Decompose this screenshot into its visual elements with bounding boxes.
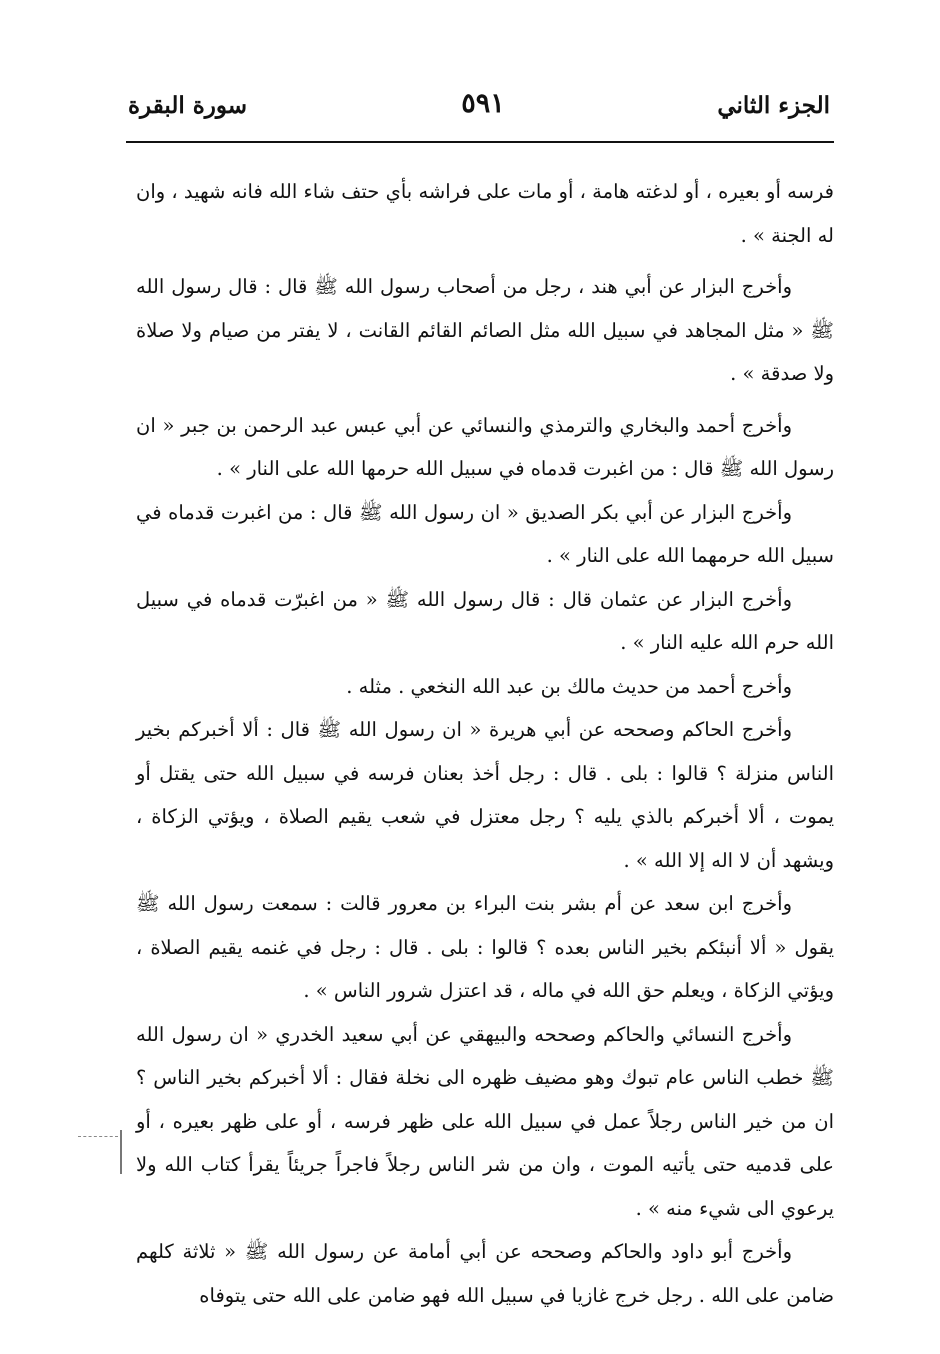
paragraph-hadith: وأخرج أبو داود والحاكم وصححه عن أبي أمامة عن رسول الله ﷺ « ثلاثة كلهم ضامن على الله . رجل خرج غازيا في سبيل الله فهو ضامن على الله حتى يتوفاه [136, 1240, 834, 1307]
paragraph-hadith: وأخرج البزار عن عثمان قال : قال رسول الله ﷺ « من اغبرّت قدماه في سبيل الله حرم الله عليه النار » . [136, 587, 834, 654]
margin-bar [120, 1130, 122, 1174]
part-title: الجزء الثاني [717, 92, 830, 119]
paragraph-hadith: وأخرج ابن سعد عن أم بشر بنت البراء بن معرور قالت : سمعت رسول الله ﷺ يقول « ألا أنبئكم بخير الناس بعده ؟ قالوا : بلى . قال : رجل في غنمه يقيم الصلاة ، ويؤتي الزكاة ، ويعلم حق الله في ماله ، قد اعتزل شرور الناس » . [136, 892, 834, 1002]
paragraph-continuation: فرسه أو بعيره ، أو لدغته هامة ، أو مات على فراشه بأي حتف شاء الله فانه شهيد ، وان له الجنة » . [136, 180, 834, 247]
surah-title: سورة البقرة [128, 92, 248, 119]
page-number: ٥٩١ [461, 88, 505, 119]
paragraph-hadith: وأخرج أحمد والبخاري والترمذي والنسائي عن أبي عبس عبد الرحمن بن جبر « ان رسول الله ﷺ قال : من اغبرت قدماه في سبيل الله حرمها الله على النار » . [136, 413, 834, 480]
margin-mark [78, 1130, 134, 1160]
page-header [128, 88, 830, 138]
paragraph-hadith: وأخرج النسائي والحاكم وصححه والبيهقي عن أبي سعيد الخدري « ان رسول الله ﷺ خطب الناس عام تبوك وهو مضيف ظهره الى نخلة فقال : ألا أخبركم بخير الناس ؟ ان من خير الناس رجلاً عمل في سبيل الله على ظهر فرسه ، أو على ظهر بعيره ، أو على قدميه حتى يأتيه الموت ، وان من شر الناس رجلاً فاجراً جريئاً يقرأ كتاب الله ولا يرعوي الى شيء منه » . [136, 1022, 834, 1220]
header-rule [126, 141, 834, 143]
paragraph-hadith: وأخرج الحاكم وصححه عن أبي هريرة « ان رسول الله ﷺ قال : ألا أخبركم بخير الناس منزلة ؟ قالوا : بلى . قال : رجل أخذ بعنان فرسه في سبيل الله حتى يقتل أو يموت ، ألا أخبركم بالذي يليه ؟ رجل معتزل في شعب يقيم الصلاة ، ويؤتي الزكاة ، ويشهد أن لا اله إلا الله » . [136, 718, 834, 872]
paragraph-hadith: وأخرج البزار عن أبي بكر الصديق « ان رسول الله ﷺ قال : من اغبرت قدماه في سبيل الله حرمهما الله على النار » . [136, 500, 834, 567]
paragraph-hadith: وأخرج البزار عن أبي هند ، رجل من أصحاب رسول الله ﷺ قال : قال رسول الله ﷺ « مثل المجاهد في سبيل الله مثل الصائم القائم القانت ، لا يفتر من صيام ولا صلاة ولا صدقة » . [136, 275, 834, 385]
paragraph-hadith: وأخرج أحمد من حديث مالك بن عبد الله النخعي . مثله . [346, 674, 792, 698]
page-body [136, 170, 834, 1317]
margin-dash [78, 1136, 118, 1137]
